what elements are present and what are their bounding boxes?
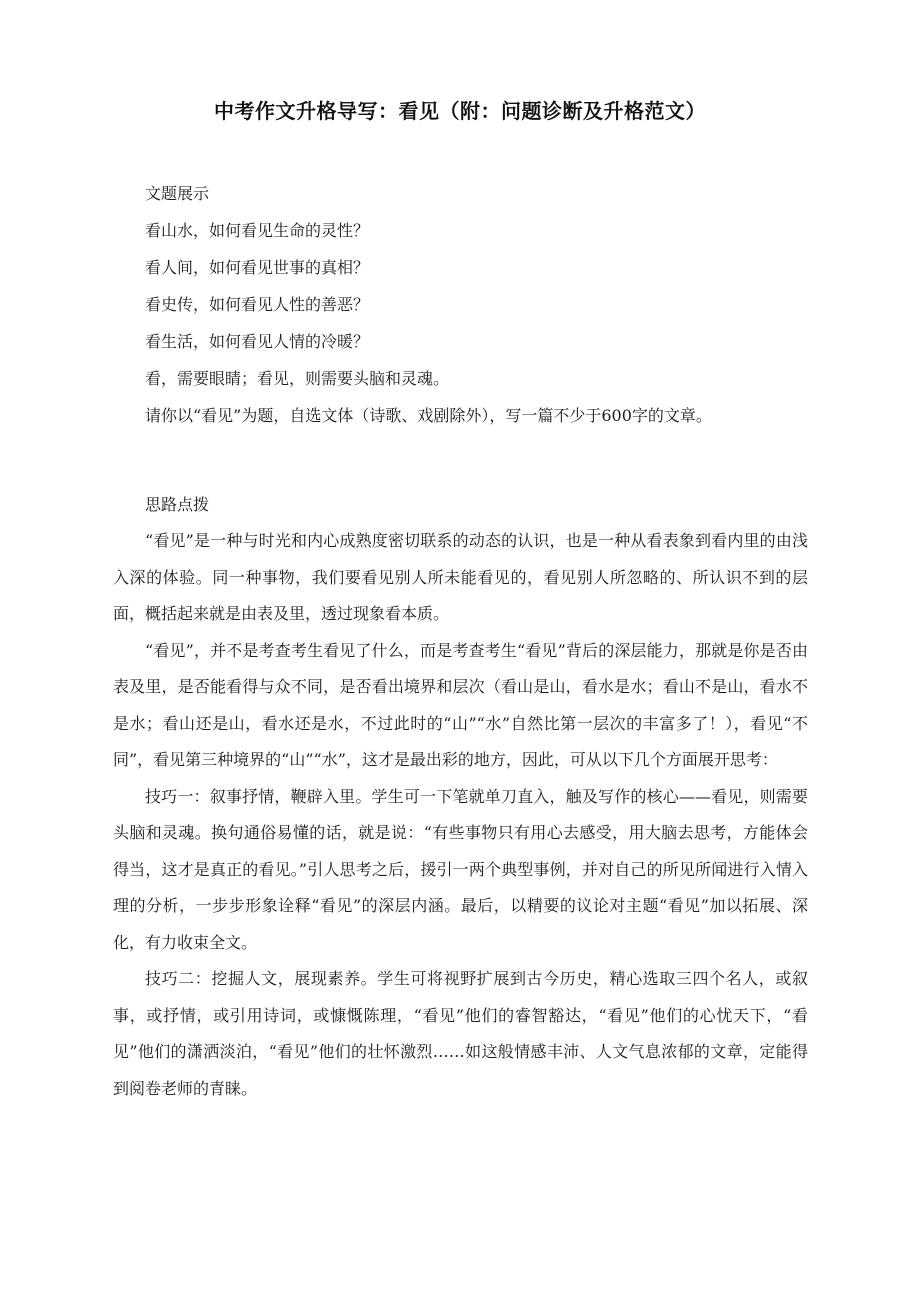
prompt-line: 看史传，如何看见人性的善恶？ (145, 295, 370, 314)
guide-paragraph: “看见”是一种与时光和内心成熟度密切联系的动态的认识，也是一种从看表象到看内里的由浅入深的体验。同一种事物，我们要看见别人所未能看见的，看见别人所忽略的、所认识不到的层面，概括起来就是由表及里，透过现象看本质。 (113, 531, 808, 623)
prompt-line: 看山水，如何看见生命的灵性？ (145, 221, 370, 240)
guide-paragraph: “看见”，并不是考查考生看见了什么，而是考查考生“看见”背后的深层能力，那就是你是否由表及里，是否能看得与众不同，是否看出境界和层次（看山是山，看水是水；看山不是山，看水不是水；看山还是山，看水还是水，不过此时的“山”“水”自然比第一层次的丰富多了！），看见“不同”，看见第三种境界的“山”“水”，这才是最出彩的地方，因此，可从以下几个方面展开思考： (113, 640, 808, 769)
guide-paragraph: 技巧一：叙事抒情，鞭辟入里。学生可一下笔就单刀直入，触及写作的核心——看见，则需要头脑和灵魂。换句通俗易懂的话，就是说：“有些事物只有用心去感受，用大脑去思考，方能体会得当，这才是真正的看见。”引人思考之后，援引一两个典型事例，并对自己的所见所闻进行入情入理的分析，一步步形象诠释“看见”的深层内涵。最后，以精要的议论对主题“看见”加以拓展、深化，有力收束全文。 (113, 786, 808, 952)
guide-heading: 思路点拨 (145, 495, 210, 514)
prompt-heading: 文题展示 (145, 184, 210, 203)
prompt-line: 请你以“看见”为题，自选文体（诗歌、戏剧除外），写一篇不少于600字的文章。 (145, 406, 712, 425)
guide-paragraph: 技巧二：挖掘人文，展现素养。学生可将视野扩展到古今历史，精心选取三四个名人，或叙事，或抒情，或引用诗词，或慷慨陈理，“看见”他们的睿智豁达，“看见”他们的心忧天下，“看见”他们的潇洒淡泊，“看见”他们的壮怀激烈……如这般情感丰沛、人文气息浓郁的文章，定能得到阅卷老师的青睐。 (113, 969, 808, 1098)
guide-section (113, 486, 808, 1107)
prompt-section (113, 175, 808, 434)
prompt-line: 看生活，如何看见人情的冷暖？ (145, 332, 370, 351)
prompt-line: 看，需要眼睛；看见，则需要头脑和灵魂。 (145, 369, 450, 388)
prompt-line: 看人间，如何看见世事的真相？ (145, 258, 370, 277)
document-title: 中考作文升格导写：看见（附：问题诊断及升格范文） (214, 99, 706, 123)
